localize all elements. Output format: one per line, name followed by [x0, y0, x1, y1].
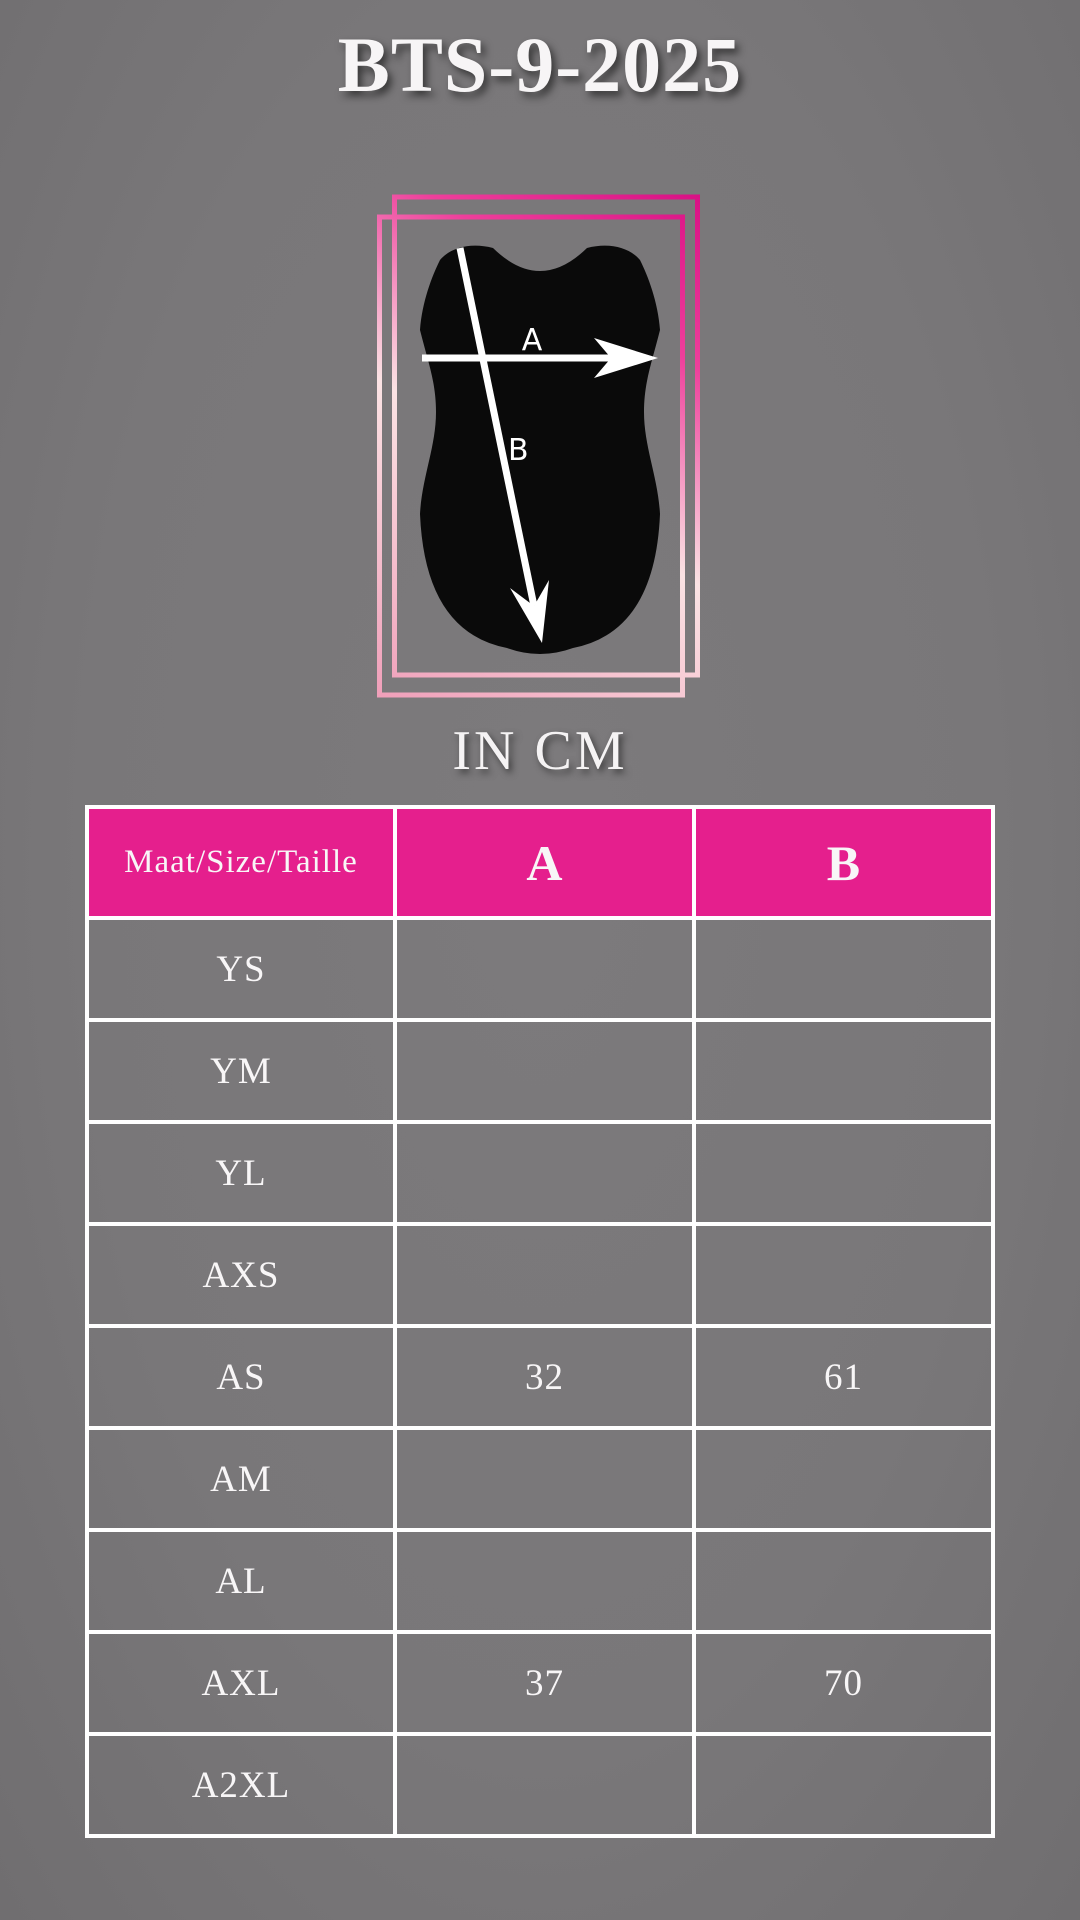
value-cell-a — [395, 918, 694, 1020]
size-cell: AXL — [87, 1632, 395, 1734]
value-cell-a — [395, 1122, 694, 1224]
column-header-size: Maat/Size/Taille — [87, 807, 395, 918]
value-cell-b: 70 — [694, 1632, 993, 1734]
column-header-a: A — [395, 807, 694, 918]
value-cell-b — [694, 1734, 993, 1836]
table-row — [87, 1428, 993, 1530]
size-cell: YM — [87, 1020, 395, 1122]
value-cell-a — [395, 1428, 694, 1530]
size-cell: YS — [87, 918, 395, 1020]
table-row — [87, 1020, 993, 1122]
value-cell-b — [694, 1530, 993, 1632]
size-cell: A2XL — [87, 1734, 395, 1836]
value-cell-a — [395, 1530, 694, 1632]
leotard-measurement-diagram — [375, 190, 705, 705]
size-table — [85, 805, 995, 1838]
value-cell-b — [694, 918, 993, 1020]
table-row — [87, 918, 993, 1020]
page-title: BTS-9-2025 — [337, 21, 743, 108]
size-cell: YL — [87, 1122, 395, 1224]
unit-label: IN CM — [452, 720, 628, 782]
leotard-silhouette — [420, 246, 660, 654]
width-arrow-label: A — [521, 323, 543, 358]
size-cell: AS — [87, 1326, 395, 1428]
value-cell-a — [395, 1224, 694, 1326]
table-row — [87, 1326, 993, 1428]
value-cell-a — [395, 1734, 694, 1836]
value-cell-b — [694, 1428, 993, 1530]
table-row — [87, 1224, 993, 1326]
table-row — [87, 1632, 993, 1734]
size-cell: AXS — [87, 1224, 395, 1326]
table-row — [87, 1530, 993, 1632]
table-row — [87, 1734, 993, 1836]
value-cell-b — [694, 1224, 993, 1326]
value-cell-b — [694, 1020, 993, 1122]
value-cell-b: 61 — [694, 1326, 993, 1428]
value-cell-a: 37 — [395, 1632, 694, 1734]
length-arrow-label: B — [508, 433, 529, 468]
size-table-body — [87, 918, 993, 1836]
header-row — [87, 807, 993, 918]
value-cell-a — [395, 1020, 694, 1122]
size-table-header — [87, 807, 993, 918]
value-cell-b — [694, 1122, 993, 1224]
size-cell: AM — [87, 1428, 395, 1530]
value-cell-a: 32 — [395, 1326, 694, 1428]
diagram-svg — [375, 190, 705, 705]
column-header-b: B — [694, 807, 993, 918]
table-row — [87, 1122, 993, 1224]
size-cell: AL — [87, 1530, 395, 1632]
